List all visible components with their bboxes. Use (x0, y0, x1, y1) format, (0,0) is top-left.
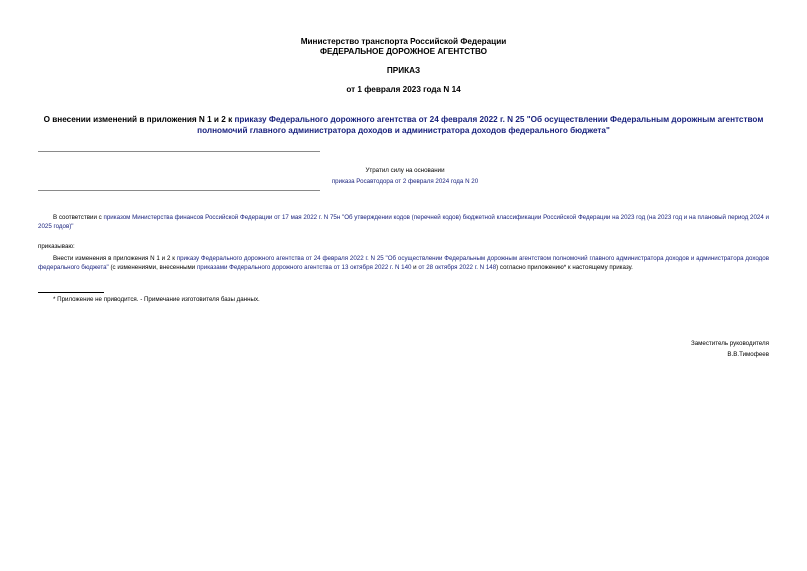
status-repeal-order-link[interactable]: приказа Росавтодора от 2 февраля 2024 года N 20 (331, 178, 479, 185)
ministry-name: Министерство транспорта Российской Федерации (300, 37, 507, 46)
document-title (36, 115, 771, 136)
status-lost-force: Утратил силу на основании (365, 167, 445, 174)
document-date: от 1 февраля 2023 года N 14 (346, 85, 461, 94)
divider-bottom (38, 190, 320, 191)
order-and: и (411, 264, 419, 272)
signature-block (691, 338, 769, 360)
order-suffix: ) согласно приложению* к настоящему приказу. (496, 264, 633, 272)
order-mid: (с изменениями, внесенными (108, 264, 197, 272)
order-word: приказываю: (38, 243, 75, 250)
agency-name: ФЕДЕРАЛЬНОЕ ДОРОЖНОЕ АГЕНТСТВО (319, 47, 488, 56)
divider-top (38, 151, 320, 152)
basis-minfin-order-link[interactable]: приказом Министерства финансов Российской Федерации от 17 мая 2022 г. N 75н "Об утверждении кодов (перечней кодов) бюджетной классификации Российской Федерации на 2023 год (на 2023 год и на плановый период 2024 и 2025 годов)" (38, 214, 769, 231)
order-amended-order-link[interactable]: приказу Федерального дорожного агентства от 24 февраля 2022 г. N 25 "Об осуществлении Федеральным дорожным агентством полномочий главного администратора доходов и администратора доходов федерального бюджета" (38, 255, 769, 272)
title-amended-order-link[interactable]: приказу Федерального дорожного агентства от 24 февраля 2022 г. N 25 "Об осуществлении Федеральным дорожным агентством полномочий главного администратора доходов и администратора доходов федерального бюджета" (197, 115, 764, 135)
status-note (300, 165, 510, 187)
document-type: ПРИКАЗ (386, 66, 421, 75)
order-paragraph (38, 254, 769, 273)
signatory-name: В.В.Тимофеев (727, 351, 769, 358)
title-prefix: О внесении изменений в приложения N 1 и 2 к (43, 115, 235, 124)
order-amendment-link-2[interactable]: от 28 октября 2022 г. N 148 (418, 264, 497, 272)
order-amendment-link-1[interactable]: приказами Федерального дорожного агентства от 13 октября 2022 г. N 140 (196, 264, 412, 272)
footnote: * Приложение не приводится. - Примечание изготовителя базы данных. (53, 296, 260, 303)
signatory-position: Заместитель руководителя (690, 340, 769, 347)
order-prefix: Внести изменения в приложения N 1 и 2 к (53, 255, 177, 262)
footnote-separator (38, 292, 104, 293)
basis-prefix: В соответствии с (53, 214, 104, 221)
basis-paragraph (38, 213, 769, 232)
